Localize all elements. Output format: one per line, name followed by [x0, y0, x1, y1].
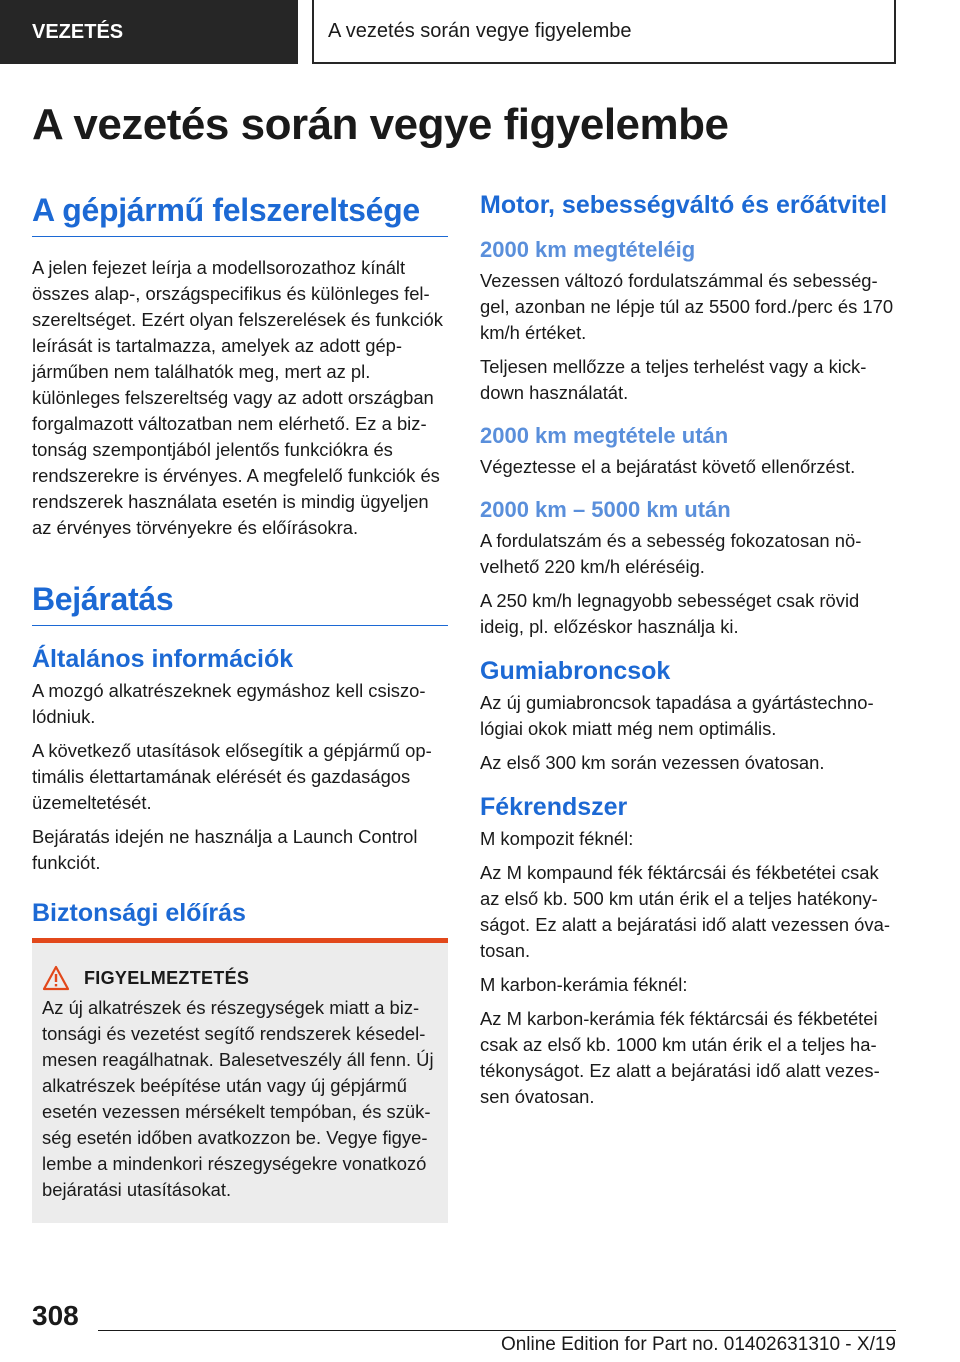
brakes-heading: Fékrendszer: [480, 793, 628, 821]
range-paragraph-2: A 250 km/h legnagyobb sebességet csak rövid ideig, pl. előzéskor használja ki.: [480, 590, 860, 637]
footer-divider: [98, 1330, 896, 1331]
edition-footer: Online Edition for Part no. 01402631310 - X/19: [500, 1334, 896, 1355]
topic-label: A vezetés során vegye figyelembe: [312, 0, 896, 64]
tires-paragraph-2: Az első 300 km során vezessen óvatosan.: [480, 752, 825, 773]
km2000-paragraph-2: Teljesen mellőzze a teljes terhelést vagy a kickdown használatát.: [480, 356, 867, 403]
equipment-heading: A gépjármű felszereltsége: [32, 190, 448, 237]
tires-heading: Gumiabroncsok: [480, 657, 671, 685]
section-label: VEZETÉS: [0, 0, 298, 64]
breakin-paragraph-2: A következő utasítások elősegítik a gépjármű optimális élettartamának elérését és gazdaságos üzemeltetését.: [32, 740, 432, 813]
range-paragraph-1: A fordulatszám és a sebesség fokozatosan növelhető 220 km/h eléréséig.: [480, 530, 862, 577]
warning-text: Az új alkatrészek és részegységek miatt a biztonsági és vezetést segítő rendszerek késedelmesen reagálhatnak. Balesetveszély áll fenn. Új alkatrészek beépítése után vagy új gépjármű esetén vezessen mérsékelt tempóban, és szükség esetén időben avatkozzon be. Vegye figyelembe a mindenkori részegységekre vonatkozó bejáratási utasításokat.: [42, 997, 434, 1200]
left-column: [32, 190, 448, 1223]
warning-box: [32, 938, 448, 1223]
range-heading: 2000 km – 5000 km után: [480, 497, 731, 522]
after2000-paragraph-1: Végeztesse el a bejáratást követő ellenőrzést.: [480, 456, 856, 477]
general-info-heading: Általános információk: [32, 645, 294, 673]
warning-header: [42, 965, 438, 991]
breakin-paragraph-3: Bejáratás idején ne használja a Launch Control funkciót.: [32, 826, 418, 873]
after2000-heading: 2000 km megtétele után: [480, 423, 729, 448]
brakes-paragraph-1: M kompozit féknél:: [480, 828, 634, 849]
brakes-paragraph-4: Az M karbon-kerámia fék féktárcsái és fékbetétei csak az első kb. 1000 km után érik el a teljes hatékonyságot. Ez alatt a bejáratási idő alatt vezessen óvatosan.: [480, 1008, 880, 1107]
km2000-heading: 2000 km megtételéig: [480, 237, 696, 262]
breakin-paragraph-1: A mozgó alkatrészeknek egymáshoz kell csiszolódniuk.: [32, 680, 426, 727]
page-header: [0, 0, 960, 64]
page-number: 308: [32, 1300, 79, 1331]
equipment-paragraph: A jelen fejezet leírja a modellsorozathoz kínált összes alap-, országspecifikus és különleges felszereltséget. Ezért olyan felszerelések és funkciók leírását is tartalmazza, amelyek az adott gépjárműben nem találhatók meg, mert az pl. különleges felszereltség vagy az adott országban forgalmazott változatban nem elérhető. Ez a biztonság szempontjából jelentős funkciókra és rendszerekre is érvényes. A megfelelő funkciók és rendszerek használata esetén is mindig ügyeljen az érvényes törvényekre és előírásokra.: [32, 257, 443, 538]
warning-triangle-icon: [42, 965, 70, 991]
warning-title: FIGYELMEZTETÉS: [84, 967, 250, 988]
km2000-paragraph-1: Vezessen változó fordulatszámmal és sebességgel, azonban ne lépje túl az 5500 ford./perc és 170 km/h értéket.: [480, 270, 894, 343]
brakes-paragraph-3: M karbon-kerámia féknél:: [480, 974, 688, 995]
tires-paragraph-1: Az új gumiabroncsok tapadása a gyártástechnológiai okok miatt még nem optimális.: [480, 692, 874, 739]
safety-heading: Biztonsági előírás: [32, 899, 246, 927]
engine-heading: Motor, sebességváltó és erőátvitel: [480, 191, 888, 219]
page-title: A vezetés során vegye figyelembe: [32, 100, 729, 149]
right-column: [480, 190, 896, 1118]
breakin-heading: Bejáratás: [32, 579, 448, 626]
brakes-paragraph-2: Az M kompaund fék féktárcsái és fékbetétei csak az első kb. 500 km után érik el a teljes hatékonyságot. Ez alatt a bejáratási idő alatt vezessen óvatosan.: [480, 862, 890, 961]
